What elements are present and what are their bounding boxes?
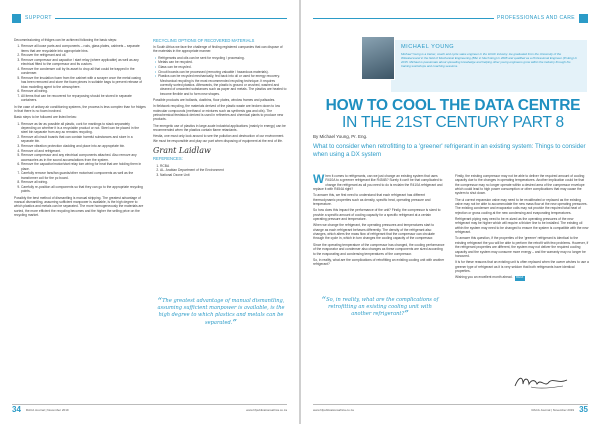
- r-col1-para1-text: hen it comes to refrigerants, can we just change an existing system that uses R410A to a greener refrigerant like R454B? Surely it can't be that complicated to change the refrigerant as all you need to do is reclaim the R410A refrigerant and replace it with R454A right?: [313, 174, 443, 192]
- list-item: 3. Remove vibration protection cladding and place into an appropriate bin.: [21, 144, 146, 148]
- col1-para3: Basic steps to be followed are listed below:: [14, 115, 77, 120]
- r-col2-para1: Firstly, the existing compressor may not be able to deliver the required amount of cooling capacity due to the changes in operating temperatures. Another implication could be that the compressor may no longer operate within a desired area of the compressor envelope which could lead to high power consumption or other complications that may cause the system to shut down.: [455, 174, 585, 196]
- r-col2-para4: To answer this question, if the properties of the 'greener' refrigerant is identical to the existing refrigerant the you will be able to perform the retrofit with few problems. However, if the refrigerant properties are different, the system may not deliver the required cooling capacity and the system may consume more energy – and the warranty may no longer be honoured.: [455, 236, 589, 258]
- col1-para4: Possibly the best method of dismantling is manual stripping. The greatest advantage of manual dismantling, assuming sufficient manpower is available, is the high degree to which plastics and metals can be separated. The more homogeneously the materials are sorted, the more efficient the recycling becomes and the higher the selling price on the recycling market.: [14, 195, 144, 217]
- left-pull-quote: [157, 298, 285, 327]
- list-item: 5. Remove compressor and any electrical components attached. Also remove any accessories as in the sound accumulations from the system.: [21, 153, 146, 162]
- page-number: 34: [12, 405, 21, 414]
- author-bio: Michael Young is a trainer, coach and cycle sales engineer in the HVAC industry. He graduated from the University of the Witwatersrand in the field of Mechanical Engineering (BSc in Mech Eng) in 2008 and qualified as a Professional Engineer (Pr.Eng) in 2015. Michael is passionate about spreading knowledge and helping other young engineers grow within the industry through his training workshops and coaching sessions.: [401, 52, 577, 68]
- references-heading: REFERENCES:: [153, 156, 183, 162]
- website-link[interactable]: www.hfpublicationsafrica.co.za: [246, 407, 287, 412]
- r-col1-para1: [313, 174, 445, 191]
- author-signature: Grant Laidlaw: [153, 146, 211, 156]
- list-item: 2. Recover the refrigerant and oil.: [21, 53, 146, 57]
- col2-para3: In fieldwork recycling, the materials derived of the plastic waste are broken down to low molecular compounds (methanol or mixtures such as synthesis gas and oils). The petrochemical feedstock derived is used in refineries and chemical plants to produce new products.: [153, 104, 284, 122]
- list-item: • Circuit boards can be processed (removing valuable / hazardous materials).: [160, 70, 287, 74]
- list-item: 7. Carefully remove fans/fan guards/other motorised components as well as the transformer coil for the pc board.: [21, 171, 146, 180]
- right-pull-quote-text: So, in reality, what are the complications of retrofitting an existing cooling unit with another refrigerant?: [326, 297, 439, 318]
- col2-para2: Possible products are bollards, dustbins, floor plates, window frames and palisades.: [153, 97, 276, 102]
- open-quote-icon: “: [157, 297, 163, 307]
- list-item: 1. RCBA: [160, 164, 287, 168]
- article-title: [313, 97, 593, 131]
- col2-intro: In South Africa we face the challenge of finding registered companies that can dispose of the materials in the appropriate manner.: [153, 45, 283, 54]
- list-item: • Plastics can be recycled mechanically, fed back into oil or used for energy recovery. Mechanical recycling is the most recommended recycling technique. It requires correctly sorted plastics. Afterwards, the plastic is ground or crushed, washed and cleaned of unwanted substances such as paper and metals. The plastics are heated to become flexible and to form new shapes.: [160, 74, 287, 96]
- list-item: • Metals can be recycled.: [160, 60, 287, 64]
- right-page: [301, 0, 600, 424]
- fridge-steps-list: [21, 44, 146, 102]
- author-photo: [361, 36, 395, 80]
- list-item: 6. Remove all wiring.: [21, 89, 146, 93]
- open-quote-icon: “: [321, 296, 327, 306]
- recycling-subheading: RECYCLING OPTIONS OF RECOVERED MATERIALS: [153, 38, 255, 43]
- section-marker-icon: [12, 14, 21, 23]
- byline: By Michael Young, Pr. Eng.: [313, 134, 368, 139]
- list-item: 2. AL. Arabian Department of the Environment: [160, 168, 287, 172]
- r-col2-para3: Refrigerant piping may need to be re-sized as the operating pressures of the new refrigerant may be higher which will require a thicker line to be installed. The existing oil within the system may need to be changed to ensure the system is compatible with the new refrigerant.: [455, 217, 589, 235]
- right-column-2: [455, 174, 589, 283]
- right-page-footer: [313, 404, 588, 414]
- right-column-1: [313, 174, 445, 269]
- list-item: • Glass can be recycled.: [160, 65, 287, 69]
- title-line-2: IN THE 21ST CENTURY PART 8: [342, 114, 564, 131]
- left-header-label: SUPPORT: [25, 15, 52, 21]
- left-column-1: [14, 38, 146, 219]
- issue-label: RACA Journal | November 2019: [531, 407, 575, 412]
- r-col2-para6: [455, 275, 589, 280]
- left-page-header: [12, 14, 287, 22]
- issue-label: RACA Journal | November 2019: [25, 407, 69, 412]
- list-item: 5. Remove the insulation foam from the cabinet with a scraper once the metal casing has been removed and store the foam pieces in suitable bags to prevent release of blow modelling agent to the atmosphere.: [21, 76, 146, 89]
- end-mark: RACA: [516, 276, 524, 280]
- r-col2-para6-text: Wishing you an excellent month ahead.: [455, 275, 513, 280]
- list-item: • Refrigerants and oils can be sent for recycling / processing.: [160, 56, 287, 60]
- footer-right-group: [531, 405, 588, 414]
- left-column-2: [153, 38, 287, 179]
- r-col1-para6: So, in reality, what are the complications of retrofitting an existing cooling unit with another refrigerant?: [313, 257, 445, 267]
- author-name: MICHAEL YOUNG: [401, 44, 455, 50]
- list-item: 8. Remove all wiring.: [21, 180, 146, 184]
- list-item: 9. Carefully re-position all components so that they can go to the appropriate recycling points.: [21, 185, 146, 194]
- website-link[interactable]: www.hfpublicationsafrica.co.za: [313, 407, 354, 412]
- list-item: 2. Remove all circuit boards that can contain harmful substances and store in a separate bin.: [21, 135, 146, 144]
- left-page: [0, 0, 299, 424]
- r-col1-para2: To answer this, we first need to understand that each refrigerant has different thermodynamic properties such as density, specific heat, operating pressure and temperature.: [313, 193, 431, 207]
- title-line-1: HOW TO COOL THE DATA CENTRE: [325, 97, 581, 114]
- r-col1-para5: Since the operating temperature of the compressor has changed, the cooling performance of the evaporator and condenser also changes as these components are sized according to the evaporating and condensing temperatures of the compressor.: [313, 242, 445, 256]
- drop-cap: W: [313, 172, 325, 186]
- list-item: 7. All items that can be recovered for repurposing should be stored in separate containers.: [21, 94, 146, 103]
- r-col1-para3: So how does this impact the performance of the unit? Firstly, the compressor is sized to provide a specific amount of cooling capacity for a specific refrigerant at a certain operating pressure and temperature.: [313, 208, 441, 222]
- left-page-footer: [12, 404, 287, 414]
- list-item: 3. National Ozone Unit: [160, 173, 287, 177]
- page-number: 35: [579, 405, 588, 414]
- list-item: 4. Remove oil and refrigerant.: [21, 149, 146, 153]
- close-quote-icon: ”: [232, 318, 237, 329]
- close-quote-icon: ”: [404, 310, 409, 321]
- header-rule: [313, 18, 494, 19]
- standfirst: What to consider when retrofitting to a 'greener' refrigerant in an existing system: Things to consider when using a DX system: [313, 143, 586, 158]
- col2-para4: The energetic use of plastics in large-scale industrial applications (mainly in energy) can be recommended when the plastics contain flame retardants.: [153, 123, 286, 133]
- right-page-header: [313, 14, 588, 22]
- col2-para5: Hestia, one must only look around to see the pollution and destruction of our environment. We must be responsible and play our part when disposing of equipment at the end of life.: [153, 134, 285, 143]
- right-header-label: PROFESSIONALS AND CARE: [497, 15, 575, 21]
- col1-intro: Decommissioning of fridges can be achieved following the basic steps:: [14, 38, 117, 42]
- r-col2-para5: It is for these reasons that an existing unit is often replaced when the owner wishes to use a greener type of refrigerant as it is very seldom that both refrigerants have identical properties.: [455, 260, 589, 273]
- list-item: 1. Remove as far as possible all plastic, cork for markings to stack separately depending on whether it is a recyclable product or not. Steel can be placed in the steel bin separate from any ac remains recycling.: [21, 122, 146, 135]
- recycling-bullets: [160, 56, 287, 96]
- left-pull-quote-text: The greatest advantage of manual dismantling, assuming sufficient manpower is available, is the high degree to which plastics and metals can be separated.: [157, 298, 285, 326]
- r-col2-para2: The ui correct expansion valve may need to be recalibrated or replaced as the existing valve may not be able to accommodate the new mass flow at the new operating pressures. The existing condenser and evaporator coils may not provide the required total heat of rejection or gross cooling at the new condensing and evaporating temperatures.: [455, 197, 588, 215]
- ac-steps-list: [21, 122, 146, 194]
- r-col1-para4: When we change the refrigerant, the operating pressures and temperatures start to change as each refrigerant behaves differently. The density of the refrigerant also changes, which alters the mass flow of refrigerant that the compressor can circulate through the cycle in, which in turn changes the cooling capacity of the compressor.: [313, 223, 435, 241]
- handwritten-signature: [511, 372, 571, 392]
- list-item: 4. Remove the condenser coil by its asset to drop all that could be trapped in the condenser.: [21, 67, 146, 76]
- list-item: 3. Remove compressor and capacitor / start relay (where applicable) as well as any electrical fitted to the compressor and its custom.: [21, 58, 146, 67]
- right-pull-quote: [321, 297, 439, 319]
- header-rule: [55, 18, 287, 19]
- references-list: [160, 164, 287, 178]
- section-marker-icon: [579, 14, 588, 23]
- col1-para2: In the case of unitary air conditioning systems, the process is less complex than for fridges in that there is no foam involved.: [14, 104, 146, 113]
- list-item: 1. Remove all loose parts and components – rods, glass plates, cabinets – separate items that are recyclable into appropriate bins.: [21, 44, 146, 53]
- list-item: 6. Remove the capacitor/motor/start relay tom wiring for heat that are holding them in place.: [21, 162, 146, 171]
